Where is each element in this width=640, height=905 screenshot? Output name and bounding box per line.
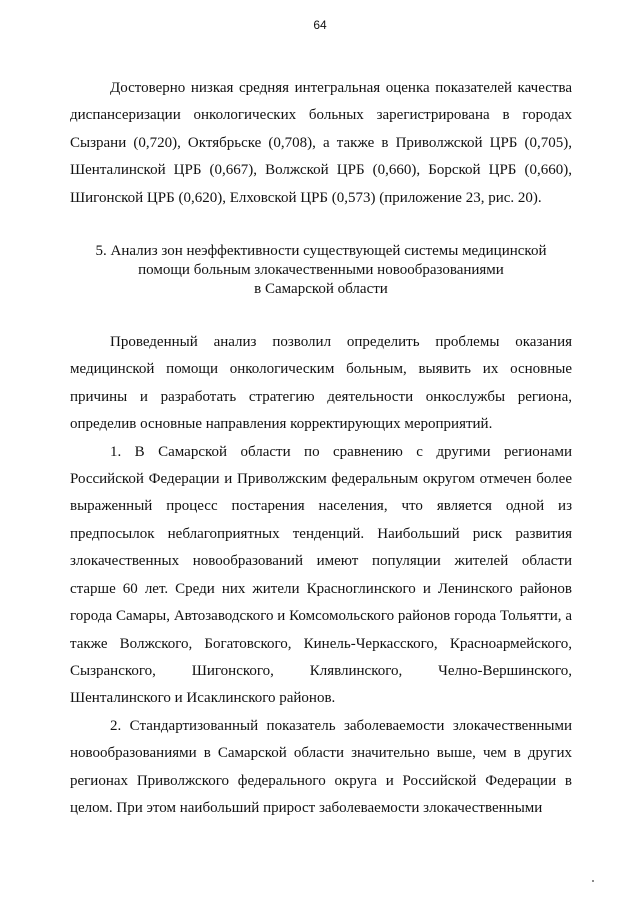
section-heading xyxy=(70,242,572,299)
scan-dot-mark xyxy=(592,880,594,882)
section-heading-line-1: 5. Анализ зон неэффективности существующей системы медицинской xyxy=(95,243,547,260)
page-content xyxy=(70,75,572,822)
paragraph-point-1: 1. В Самарской области по сравнению с другими регионами Российской Федерации и Приволжским федеральным округом отмечен более выраженный процесс постарения населения, что является одной из предпосылок неблагоприятных тенденций. Наибольший риск развития злокачественных новообразований имеют популяции жителей области старше 60 лет. Среди них жители Красноглинского и Ленинского районов города Самары, Автозаводского и Комсомольского районов города Тольятти, а также Волжского, Богатовского, Кинель-Черкасского, Красноармейского, Сызранского, Шигонского, Клявлинского, Челно-Вершинского, Шенталинского и Исаклинского районов. xyxy=(70,443,572,707)
paragraph-analysis-intro: Проведенный анализ позволил определить проблемы оказания медицинской помощи онкологическим больным, выявить их основные причины и разработать стратегию деятельности онкослужбы региона, определив основные направления корректирующих мероприятий. xyxy=(70,334,572,433)
paragraph-quality-assessment: Достоверно низкая средняя интегральная оценка показателей качества диспансеризации онкологических больных зарегистрирована в городах Сызрани (0,720), Октябрьске (0,708), а также в Приволжской ЦРБ (0,705), Шенталинской ЦРБ (0,667), Волжской ЦРБ (0,660), Борской ЦРБ (0,660), Шигонской ЦРБ (0,620), Елховской ЦРБ (0,573) (приложение 23, рис. 20). xyxy=(70,80,572,206)
section-heading-line-2: помощи больным злокачественными новообразованиями xyxy=(138,262,504,279)
page-number: 64 xyxy=(313,18,327,32)
paragraph-point-2: 2. Стандартизованный показатель заболеваемости злокачественными новообразованиями в Самарской области значительно выше, чем в других регионах Приволжского федерального округа и Российской Федерации в целом. При этом наибольший прирост заболеваемости злокачественными xyxy=(70,717,572,816)
section-heading-line-3: в Самарской области xyxy=(254,281,388,298)
